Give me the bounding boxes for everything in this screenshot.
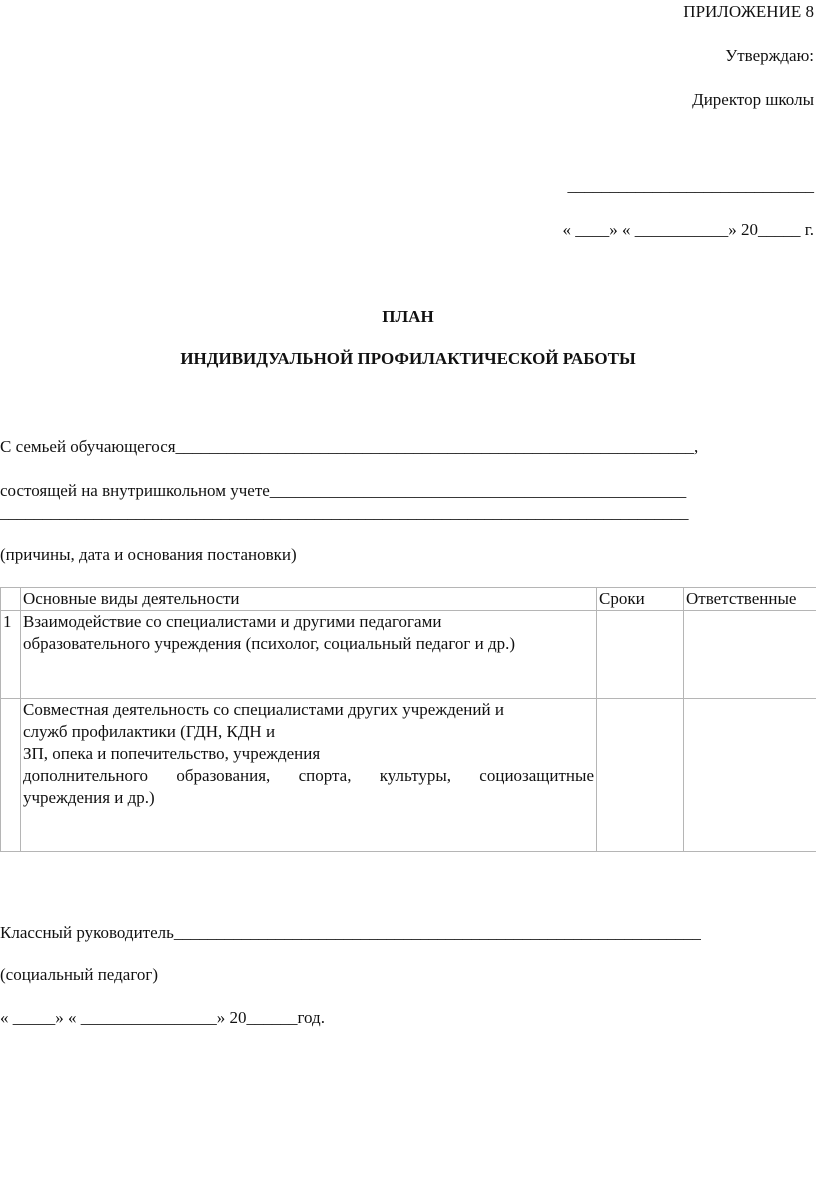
activity-line: ЗП, опека и попечительство, учреждения — [23, 744, 321, 763]
reasons-note: (причины, дата и основания постановки) — [0, 545, 297, 564]
plan-table — [0, 587, 816, 852]
family-field: С семьей обучающегося_____________________________________________________________, — [0, 437, 699, 456]
registered-field: состоящей на внутришкольном учете_________________________________________________ — [0, 481, 687, 500]
header-dates: Сроки — [597, 588, 684, 611]
registered-continuation-line: _________________________________________________________________________________ — [0, 503, 689, 522]
activity-line: образовательного учреждения (психолог, социальный педагог и др.) — [23, 634, 516, 653]
table-row — [1, 611, 816, 699]
row-dates — [597, 611, 684, 699]
social-teacher-note: (социальный педагог) — [0, 965, 158, 984]
approval-date-line: « ____» « ___________» 20_____ г. — [562, 220, 814, 239]
appendix-label: ПРИЛОЖЕНИЕ 8 — [683, 2, 814, 21]
row-activity — [21, 699, 597, 852]
page-subtitle: ИНДИВИДУАЛЬНОЙ ПРОФИЛАКТИЧЕСКОЙ РАБОТЫ — [180, 349, 636, 368]
class-teacher-field: Классный руководитель______________________________________________________________ — [0, 923, 701, 942]
footer-date-line: « _____» « ________________» 20______год. — [0, 1008, 325, 1027]
activity-line: служб профилактики (ГДН, КДН и — [23, 722, 276, 741]
page-title: ПЛАН — [382, 307, 434, 326]
row-dates — [597, 699, 684, 852]
row-responsible — [684, 699, 816, 852]
row-num — [1, 699, 21, 852]
row-activity — [21, 611, 597, 699]
row-num: 1 — [1, 611, 21, 699]
header-activity: Основные виды деятельности — [21, 588, 597, 611]
header-responsible: Ответственные — [684, 588, 816, 611]
signature-line: _____________________________ — [567, 176, 814, 195]
activity-line: дополнительного образования, спорта, культуры, социозащитные — [23, 766, 594, 785]
director-label: Директор школы — [692, 90, 814, 109]
activity-line: Взаимодействие со специалистами и другими педагогами — [23, 612, 442, 631]
activity-line: учреждения и др.) — [23, 788, 155, 807]
header-num — [1, 588, 21, 611]
activity-line: Совместная деятельность со специалистами других учреждений и — [23, 700, 504, 719]
approve-label: Утверждаю: — [725, 46, 814, 65]
table-header-row — [1, 588, 816, 611]
table-row — [1, 699, 816, 852]
row-responsible — [684, 611, 816, 699]
